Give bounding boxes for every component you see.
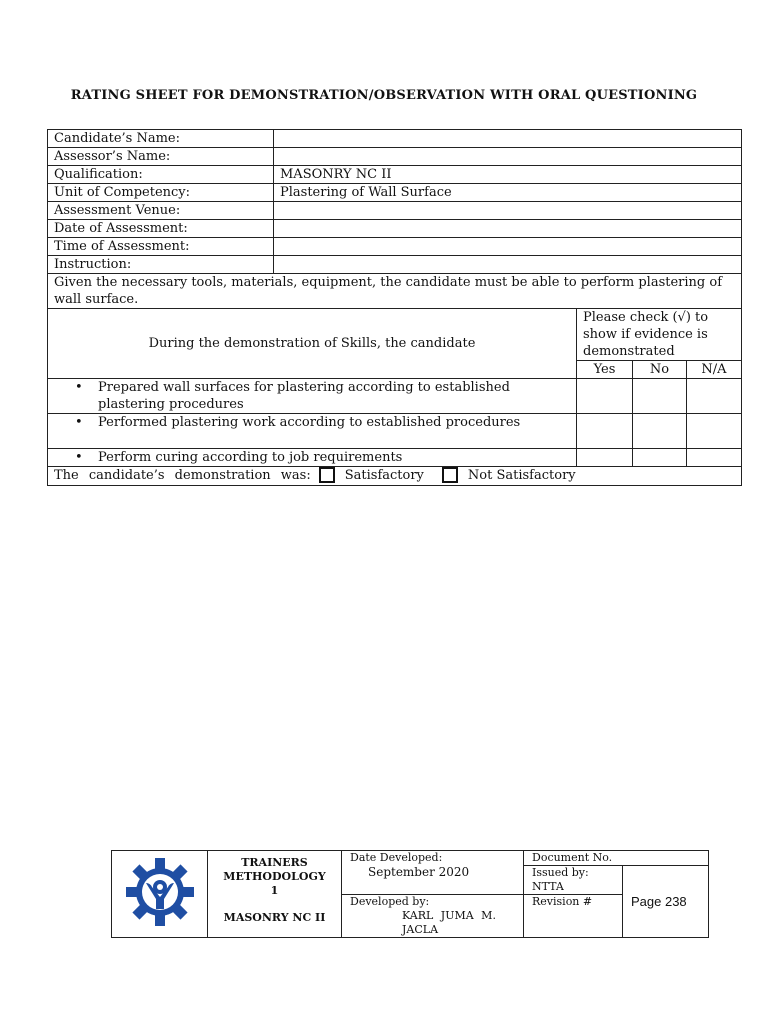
page-title: RATING SHEET FOR DEMONSTRATION/OBSERVATION WITH ORAL QUESTIONING	[70, 88, 698, 103]
field-label: Qualification:	[48, 166, 274, 184]
skill-item: • Prepared wall surfaces for plastering according to established plastering procedures	[48, 379, 577, 414]
check-no-cell[interactable]	[633, 449, 687, 467]
column-na: N/A	[687, 361, 742, 379]
check-no-cell[interactable]	[633, 379, 687, 414]
issued-value: NTTA	[532, 880, 564, 893]
field-label: Time of Assessment:	[48, 238, 274, 256]
doc-label: Document No.	[532, 851, 613, 864]
field-row	[48, 238, 742, 256]
check-na-cell[interactable]	[687, 449, 742, 467]
field-label: Assessor’s Name:	[48, 148, 274, 166]
field-label: Assessment Venue:	[48, 202, 274, 220]
field-row	[48, 202, 742, 220]
skill-row	[48, 449, 742, 467]
not-satisfactory-label: Not Satisfactory	[467, 468, 576, 483]
logo-cell	[112, 851, 208, 938]
check-yes-cell[interactable]	[577, 449, 633, 467]
rating-table	[47, 129, 742, 486]
dev-value: KARL JUMA M. JACLA	[402, 909, 496, 936]
instruction-text: Given the necessary tools, materials, equipment, the candidate must be able to perform plastering of wall surface.	[48, 274, 742, 309]
result-cell	[48, 467, 742, 486]
field-row	[48, 256, 742, 274]
skills-header: During the demonstration of Skills, the candidate	[48, 309, 577, 379]
field-value[interactable]	[274, 238, 742, 256]
field-row	[48, 220, 742, 238]
revision-label: Revision #	[532, 895, 593, 908]
page-number: Page 238	[631, 893, 687, 909]
field-label: Date of Assessment:	[48, 220, 274, 238]
check-yes-cell[interactable]	[577, 379, 633, 414]
dev-label: Developed by:	[350, 895, 430, 908]
satisfactory-label: Satisfactory	[344, 468, 424, 483]
page-number-cell	[623, 866, 709, 938]
field-value[interactable]: MASONRY NC II	[274, 166, 742, 184]
field-value[interactable]	[274, 220, 742, 238]
trainers-methodology-cell	[208, 851, 342, 938]
skill-item: • Perform curing according to job requirements	[48, 449, 577, 467]
field-label: Unit of Competency:	[48, 184, 274, 202]
check-na-cell[interactable]	[687, 414, 742, 449]
field-value[interactable]	[274, 130, 742, 148]
skill-row	[48, 414, 742, 449]
date-label: Date Developed:	[350, 851, 443, 864]
revision-cell	[524, 895, 623, 938]
skill-row	[48, 379, 742, 414]
column-yes: Yes	[577, 361, 633, 379]
tm-line2: METHODOLOGY	[223, 870, 326, 883]
result-row	[48, 467, 742, 486]
field-row	[48, 184, 742, 202]
issued-label: Issued by:	[532, 866, 589, 879]
column-no: No	[633, 361, 687, 379]
field-label: Instruction:	[48, 256, 274, 274]
field-value[interactable]: Plastering of Wall Surface	[274, 184, 742, 202]
issued-by-cell	[524, 866, 623, 895]
document-footer	[111, 850, 709, 938]
check-yes-cell[interactable]	[577, 414, 633, 449]
date-value: September 2020	[368, 865, 470, 879]
field-value[interactable]	[274, 256, 742, 274]
skill-item: • Performed plastering work according to established procedures	[48, 414, 577, 449]
field-row	[48, 148, 742, 166]
check-header: Please check (√) to show if evidence is demonstrated	[577, 309, 742, 361]
check-no-cell[interactable]	[633, 414, 687, 449]
check-na-cell[interactable]	[687, 379, 742, 414]
field-value[interactable]	[274, 148, 742, 166]
field-label: Candidate’s Name:	[48, 130, 274, 148]
instruction-row	[48, 274, 742, 309]
tm-line3: 1	[270, 884, 279, 897]
tm-line4: MASONRY NC II	[223, 911, 326, 924]
field-value[interactable]	[274, 202, 742, 220]
document-no-cell	[524, 851, 709, 866]
satisfactory-checkbox[interactable]	[319, 467, 335, 483]
field-row	[48, 166, 742, 184]
result-prefix: The candidate’s demonstration was:	[54, 468, 311, 483]
tesda-gear-logo-icon	[124, 856, 196, 928]
skills-header-row	[48, 309, 742, 361]
field-row	[48, 130, 742, 148]
developed-by-cell	[342, 895, 524, 938]
not-satisfactory-checkbox[interactable]	[442, 467, 458, 483]
date-developed-cell	[342, 851, 524, 895]
tm-line1: TRAINERS	[241, 856, 308, 869]
